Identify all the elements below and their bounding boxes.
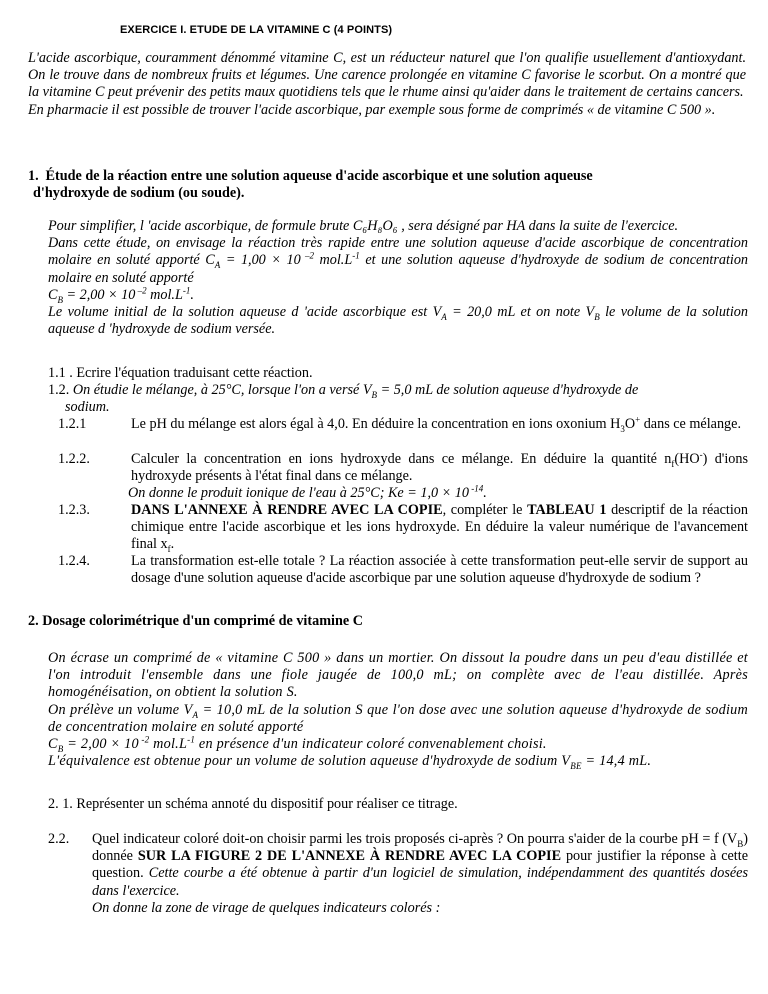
question-text: ) donnée (92, 831, 748, 865)
symbol: V (183, 701, 193, 718)
question-text: = 5,0 mL de solution aqueuse d'hydroxyde de (377, 382, 639, 398)
superscript: - (699, 449, 703, 460)
question-text: Le pH du mélange est alors égal à 4,0. En déduire la concentration en ions oxonium H (131, 416, 621, 432)
subscript: f (671, 458, 675, 469)
subscript: A (192, 709, 199, 720)
question-text: , compléter le (442, 502, 528, 518)
symbol: C (48, 286, 58, 303)
subscript: B (594, 311, 600, 322)
question-note: Cette courbe a été obtenue à partir d'un logiciel de simulation, indépendamment des quantités dosées dans l'exercice. (92, 865, 748, 899)
exponent: –2 (300, 250, 314, 261)
statement-text: On prélève un volume (48, 701, 184, 718)
subscript: BE (570, 761, 582, 772)
exponent: -1 (187, 734, 196, 745)
exponent: -14 (469, 483, 484, 494)
exponent: -1 (182, 285, 191, 296)
question-note: On donne la zone de virage de quelques indicateurs colorés : (92, 899, 441, 916)
subscript: B (737, 838, 744, 849)
value: = 2,00 × 10 (62, 286, 136, 303)
question-text: O (624, 416, 636, 432)
section-1-heading (28, 168, 748, 202)
question-text: dans ce mélange. (640, 416, 741, 432)
question-text: On étudie le mélange, à 25°C, lorsque l'on a versé V (72, 382, 372, 398)
data-text: On donne le produit ionique de l'eau à 25°C; Ke = 1,0 × 10 (128, 485, 469, 501)
statement-text: Pour simplifier, l 'acide ascorbique, de formule brute (48, 218, 353, 234)
statement-text: = 10,0 mL de la solution S que l'on dose avec une solution aqueuse d'hydroxyde de sodium de concentration molaire en soluté apporté (48, 701, 748, 735)
symbol: C (205, 252, 215, 269)
question-number: 1.2. (48, 382, 73, 398)
symbol: V (432, 304, 442, 321)
unit: mol.L (146, 286, 183, 303)
statement-text: = 14,4 mL. (581, 753, 652, 770)
question-1-2-1-text (131, 416, 748, 433)
statement-text: , sera désigné par HA dans la suite de l'exercice. (397, 218, 679, 234)
symbol: V (561, 753, 571, 770)
unit: mol.L (149, 736, 188, 753)
value: = 2,00 × 10 (63, 736, 139, 753)
value: = 1,00 × 10 (220, 252, 301, 269)
question-1-2-1-number: 1.2.1 (58, 416, 87, 432)
question-1-2-3-number: 1.2.3. (58, 502, 90, 518)
annex-reference: SUR LA FIGURE 2 DE L'ANNEXE À RENDRE AVEC LA COPIE (137, 848, 562, 865)
formula: C₆H₈O₆ (352, 218, 398, 234)
statement-text: On écrase un comprimé de « vitamine C 500 » dans un mortier. On dissout la poudre dans un peu d'eau distillée et l'on introduit l'ensemble dans une fiole jaugée de 100,0 mL; on complète avec de l'eau distillée. Après homogénéisation, on obtient la solution S. (48, 650, 748, 701)
exponent: -2 (138, 734, 150, 745)
question-1-2-2-text (131, 451, 748, 485)
section-2-statement (48, 650, 748, 770)
section-2-heading: 2. Dosage colorimétrique d'un comprimé de vitamine C (28, 613, 363, 629)
punctuation: . (170, 536, 175, 553)
question-text: Quel indicateur coloré doit-on choisir parmi les trois proposés ci-après ? On pourra s'aider de la courbe pH = f (V (92, 831, 738, 847)
question-text: ) d'ions hydroxyde présents à l'état final dans ce mélange. (131, 451, 748, 485)
table-reference: TABLEAU 1 (527, 502, 607, 518)
annex-reference: DANS L'ANNEXE À RENDRE AVEC LA COPIE (131, 502, 443, 518)
statement-text: L'équivalence est obtenue pour un volume de solution aqueuse d'hydroxyde de sodium (48, 753, 562, 770)
question-1-2-3-text (131, 502, 748, 554)
intro-text-1: L'acide ascorbique, couramment dénommé vitamine C, est un réducteur naturel que l'on qualifie usuellement d'antioxydant. On le trouve dans de nombreux fruits et légumes. Une carence prolongée en vitamine C favorise le scorbut. On a montré que la vitamine C peut prévenir des petits maux quotidiens tels que le rhume ainsi qu'aider dans le traitement de certains cancers. (28, 50, 746, 101)
unit: mol.L (313, 252, 353, 269)
subscript: 3 (620, 423, 625, 434)
intro-text-2: En pharmacie il est possible de trouver l'acide ascorbique, par exemple sous forme de comprimés « de vitamine C 500 ». (28, 101, 716, 118)
subscript: A (441, 311, 447, 322)
exponent: –2 (135, 285, 147, 296)
question-2-2-text (92, 831, 748, 917)
question-1-2 (48, 382, 748, 399)
subscript: B (57, 743, 64, 754)
symbol: V (585, 304, 595, 321)
statement-text: en présence d'un indicateur coloré convenablement choisi. (195, 736, 547, 753)
statement-text: Dans cette étude, on envisage la réaction très rapide entre une solution aqueuse d'acide ascorbique de concentration molaire en soluté apporté (48, 235, 748, 269)
question-1-2-2-number: 1.2.2. (58, 451, 90, 467)
question-1-2-4-text: La transformation est-elle totale ? La réaction associée à cette transformation peut-elle servir de support au dosage d'une solution aqueuse d'acide ascorbique par une solution aqueuse d'hydroxyde de sodium ? (131, 553, 748, 587)
question-1-1: 1.1 . Ecrire l'équation traduisant cette réaction. (48, 365, 313, 381)
subscript: A (214, 260, 221, 271)
section-1-heading-line2: d'hydroxyde de sodium (ou soude). (33, 185, 245, 202)
section-1-statement (48, 218, 748, 338)
question-text: Calculer la concentration en ions hydroxyde dans ce mélange. En déduire la quantité n (131, 451, 672, 467)
intro-paragraph (28, 50, 746, 119)
symbol: C (48, 736, 58, 753)
value: = 20,0 mL et on note (446, 304, 586, 321)
question-1-2-2-data (128, 485, 487, 502)
statement-text: Le volume initial de la solution aqueuse d 'acide ascorbique est (48, 304, 433, 321)
subscript: B (57, 294, 63, 305)
section-1-heading-line1: Étude de la réaction entre une solution aqueuse d'acide ascorbique et une solution aqueuse (45, 168, 593, 184)
question-2-1: 2. 1. Représenter un schéma annoté du dispositif pour réaliser ce titrage. (48, 796, 458, 812)
subscript: f (167, 544, 171, 555)
superscript: + (635, 414, 641, 425)
question-2-2-number: 2.2. (48, 831, 70, 847)
question-1-2-4-number: 1.2.4. (58, 553, 90, 569)
statement-text: le volume de la solution aqueuse d 'hydroxyde de sodium versée. (48, 304, 748, 338)
question-text: pour justifier la réponse à cette question. (92, 848, 748, 882)
subscript: B (371, 389, 378, 400)
question-text: (HO (674, 451, 700, 467)
question-text: descriptif de la réaction chimique entre l'acide ascorbique et les ions hydroxyde. En déduire la valeur numérique de l'avancement final x (131, 502, 748, 553)
punctuation: . (190, 286, 194, 303)
exercise-title: EXERCICE I. ETUDE DE LA VITAMINE C (4 POINTS) (120, 24, 393, 36)
question-1-2-cont: sodium. (65, 399, 110, 415)
statement-text: et une solution aqueuse d'hydroxyde de sodium de concentration molaire en soluté apporté (48, 252, 749, 286)
exponent: -1 (352, 250, 360, 261)
section-1-number: 1. (28, 168, 39, 184)
punctuation: . (483, 485, 487, 501)
